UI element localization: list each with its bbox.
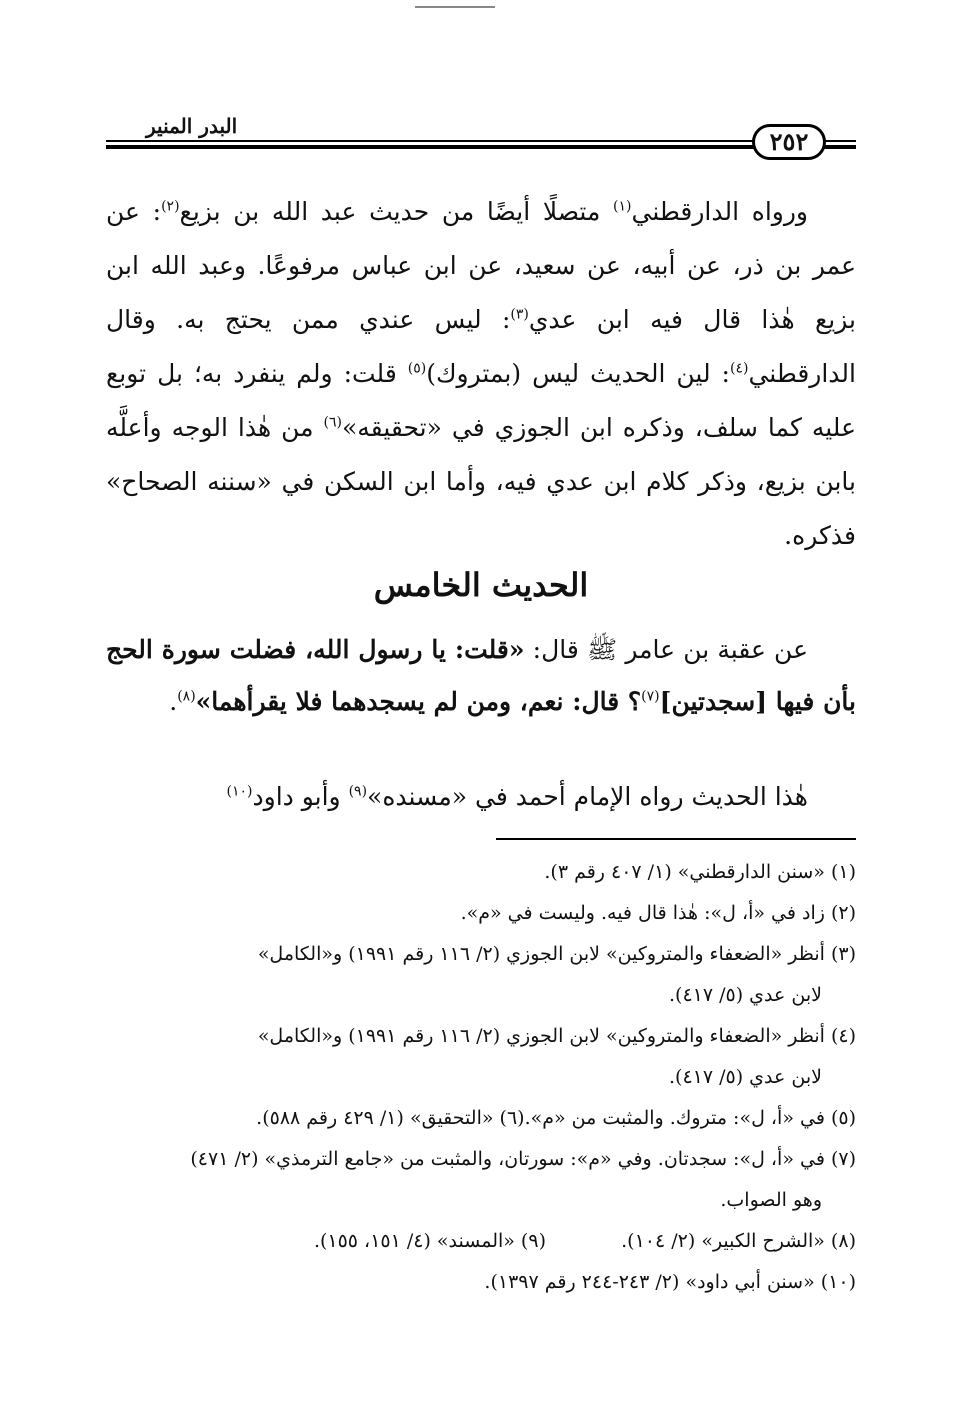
footnote: (٨) «الشرح الكبير» (٢/ ١٠٤).: [621, 1230, 856, 1252]
commentary-text: [106, 772, 856, 822]
text-run: من هٰذا الوجه وأعلَّه بابن بزيع، وذكر كلام ابن عدي فيه، وأما ابن السكن في «سننه الصحاح» فذكره.: [106, 413, 856, 550]
text-run: : عن عمر بن ذر، عن أبيه، عن سعيد، عن ابن عباس مرفوعًا. وعبد الله ابن بزيع هٰذا قال فيه ابن عدي: [106, 197, 856, 334]
footnote-line: (٧) في «أ، ل»: سجدتان. وفي «م»: سورتان، والمثبت من «جامع الترمذي» (٢/ ٤٧١): [190, 1148, 856, 1170]
footnote-line: (٤) أنظر «الضعفاء والمتروكين» لابن الجوزي (٢/ ١١٦ رقم ١٩٩١) و«الكامل»: [257, 1025, 856, 1047]
header-rule: [106, 145, 754, 149]
footnote-line: (٣) أنظر «الضعفاء والمتروكين» لابن الجوزي (٢/ ١١٦ رقم ١٩٩١) و«الكامل»: [257, 943, 856, 965]
book-title: البدر المنير: [146, 114, 238, 138]
footnote: (١٠) «سنن أبي داود» (٢/ ٢٤٣-٢٤٤ رقم ١٣٩٧).: [484, 1271, 856, 1293]
footnote-ref: (٣): [510, 306, 529, 323]
hadith-quote: «قلت: يا رسول الله، فضلت سورة الحج بأن فيها [سجدتين]: [106, 635, 856, 716]
page-number: ٢٥٢: [752, 124, 826, 160]
header-rule: [106, 140, 754, 142]
text-run: : ليس عندي ممن يحتج به. وقال الدارقطني: [106, 305, 856, 388]
paragraph: [106, 624, 856, 728]
footnote-ref: (٩): [348, 783, 368, 800]
footnote-ref: (٦): [323, 414, 342, 431]
text-run: ورواه الدارقطني: [631, 197, 808, 226]
paragraph: [106, 185, 856, 563]
page-header: [106, 114, 856, 162]
footnote-line: لابن عدي (٥/ ٤١٧).: [668, 984, 822, 1006]
text-run: قلت: ولم ينفرد به؛ بل توبع عليه كما سلف، وذكره ابن الجوزي في «تحقيقه»: [106, 359, 856, 442]
footnote-ref: (١٠): [226, 783, 253, 800]
footnote: [106, 1016, 856, 1098]
top-scan-mark: [415, 6, 495, 8]
header-rule: [824, 140, 856, 142]
footnote: [106, 1139, 856, 1221]
main-text: [106, 185, 856, 563]
text-run: هٰذا الحديث رواه الإمام أحمد في «مسنده»: [367, 782, 808, 811]
footnote-ref: (٧): [641, 688, 660, 705]
section-heading: الحديث الخامس: [373, 566, 589, 604]
footnote-line: وهو الصواب.: [720, 1189, 822, 1211]
footnote: (٢) زاد في «أ، ل»: هٰذا قال فيه. وليست في «م».: [460, 902, 856, 924]
footnote-line: لابن عدي (٥/ ٤١٧).: [668, 1066, 822, 1088]
paragraph: [106, 772, 856, 822]
text-run: متصلًا أيضًا من حديث عبد الله بن بزيع: [179, 197, 614, 226]
footnote-ref: (١): [613, 198, 632, 215]
footnote: (٩) «المسند» (٤/ ١٥١، ١٥٥).: [313, 1230, 546, 1252]
footnote-ref: (٤): [729, 360, 749, 377]
footnotes: [106, 852, 856, 1303]
footnote-ref: (٢): [161, 198, 180, 215]
text-run: : لين الحديث ليس (بمتروك): [426, 359, 730, 388]
text-run: وأبو داود: [252, 782, 349, 811]
footnote-separator: [496, 838, 856, 840]
header-rule: [824, 145, 856, 149]
footnote-ref: (٥): [407, 360, 427, 377]
footnote: [106, 934, 856, 1016]
footnote-row: [106, 1221, 856, 1262]
footnote: (٥) في «أ، ل»: متروك. والمثبت من «م».(٦) «التحقيق» (١/ ٤٢٩ رقم ٥٨٨).: [256, 1107, 856, 1129]
footnote: (١) «سنن الدارقطني» (١/ ٤٠٧ رقم ٣).: [544, 861, 856, 883]
footnote-ref: (٨): [177, 688, 196, 705]
hadith-quote: ؟ قال: نعم، ومن لم يسجدهما فلا يقرأهما»: [195, 687, 642, 716]
hadith-text: [106, 624, 856, 728]
text-run: .: [169, 687, 178, 716]
text-run: عن عقبة بن عامر ﷺ قال:: [524, 635, 808, 664]
